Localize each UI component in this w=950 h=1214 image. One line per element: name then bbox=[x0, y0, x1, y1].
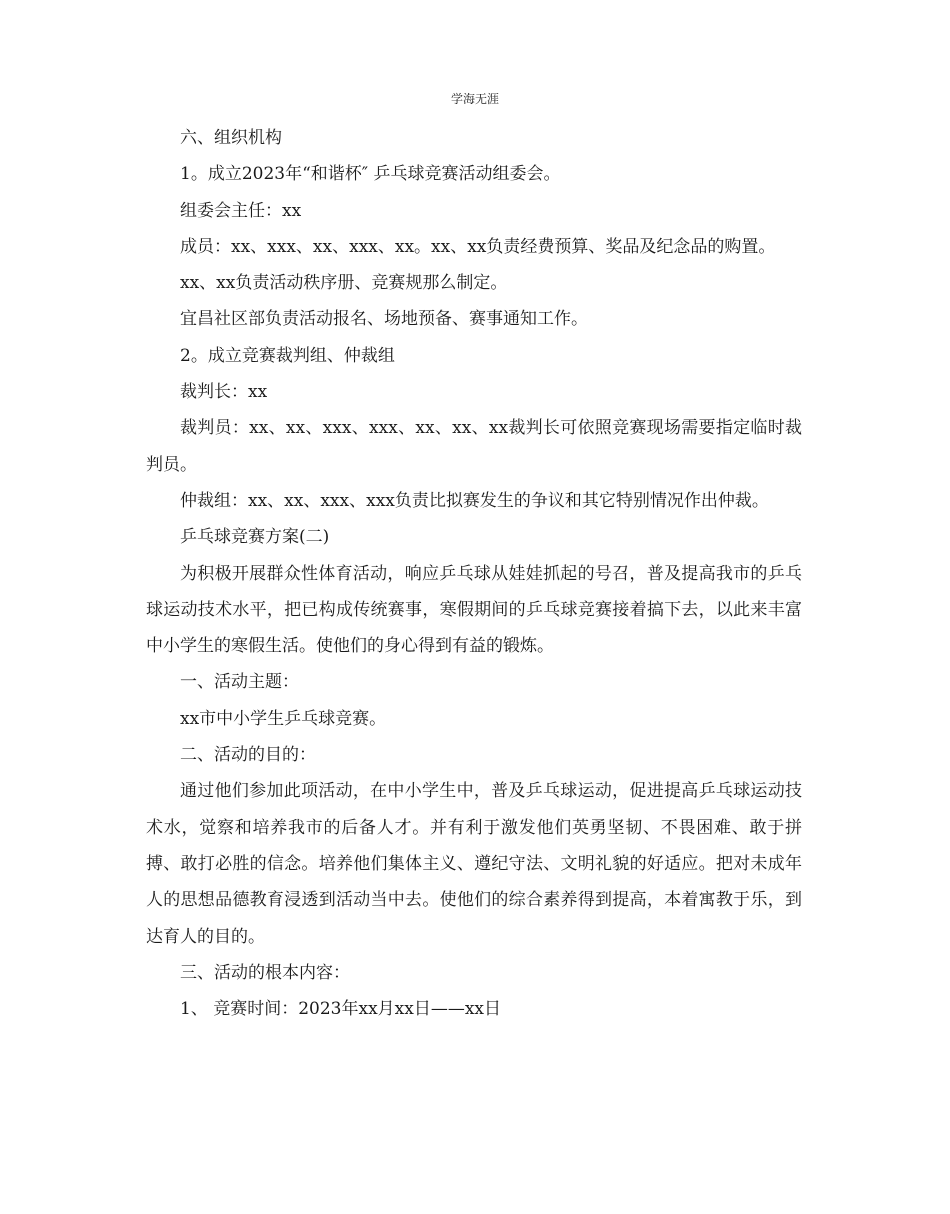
paragraph-community: 宜昌社区部负责活动报名、场地预备、赛事通知工作。 bbox=[180, 309, 588, 330]
paragraph-time: 1、 竞赛时间：2023年xx月xx日——xx日 bbox=[180, 999, 502, 1020]
paragraph-committee: 1。成立2023年“和谐杯″ 乒乓球竞赛活动组委会。 bbox=[180, 164, 561, 185]
section-heading-organization: 六、组织机构 bbox=[180, 128, 282, 148]
section-heading-purpose: 二、活动的目的： bbox=[180, 745, 316, 766]
section-heading-content: 三、活动的根本内容： bbox=[180, 962, 350, 983]
paragraph-theme: xx市中小学生乒乓球竞赛。 bbox=[180, 708, 387, 729]
page-header: 学海无涯 bbox=[450, 92, 499, 106]
document-body bbox=[146, 120, 802, 1027]
section-title-plan-two: 乒乓球竞赛方案(二) bbox=[180, 527, 330, 548]
paragraph-intro: 为积极开展群众性体育活动，响应乒乓球从娃娃抓起的号召，普及提高我市的乒乓球运动技术水平，把已构成传统赛事，寒假期间的乒乓球竞赛接着搞下去，以此来丰富中小学生的寒假生活。使他们的身心得到有益的锻炼。 bbox=[146, 563, 802, 657]
paragraph-chief-referee: 裁判长：xx bbox=[180, 382, 268, 403]
paragraph-committee-director: 组委会主任：xx bbox=[180, 200, 302, 221]
paragraph-committee-members: 成员：xx、xxx、xx、xxx、xx。xx、xx负责经费预算、奖品及纪念品的购置。 bbox=[180, 236, 776, 257]
paragraph-rules: xx、xx负责活动秩序册、竞赛规那么制定。 bbox=[180, 273, 508, 294]
paragraph-referees: 裁判员：xx、xx、xxx、xxx、xx、xx、xx裁判长可依照竞赛现场需要指定临时裁判员。 bbox=[146, 418, 802, 475]
section-heading-theme: 一、活动主题： bbox=[180, 672, 299, 693]
paragraph-arbitration: 仲裁组：xx、xx、xxx、xxx负责比拟赛发生的争议和其它特别情况作出仲裁。 bbox=[180, 490, 769, 511]
paragraph-purpose: 通过他们参加此项活动，在中小学生中，普及乒乓球运动，促进提高乒乓球运动技术水，觉察和培养我市的后备人才。并有利于激发他们英勇坚韧、不畏困难、敢于拼搏、敢打必胜的信念。培养他们集体主义、遵纪守法、文明礼貌的好适应。把对未成年人的思想品德教育浸透到活动当中去。使他们的综合素养得到提高，本着寓教于乐，到达育人的目的。 bbox=[146, 781, 802, 947]
paragraph-referee-group: 2。成立竞赛裁判组、仲裁组 bbox=[180, 345, 395, 366]
